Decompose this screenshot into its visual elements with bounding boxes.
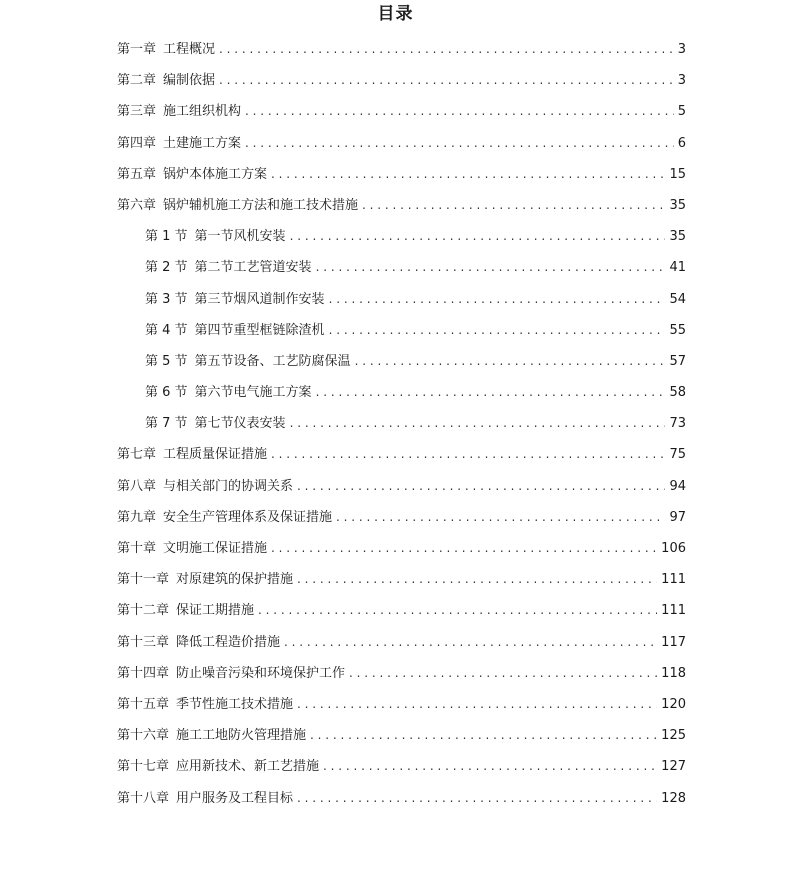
toc-section-entry[interactable] [117,408,686,439]
toc-entry-text: 与相关部门的协调关系 [163,478,294,494]
toc-chapter-entry[interactable] [117,658,686,689]
toc-entry-label [117,595,254,626]
toc-entry-number: 第十三章 [117,634,170,650]
toc-dot-leader [362,190,665,221]
toc-chapter-entry[interactable] [117,439,686,470]
toc-entry-text: 第七节仪表安装 [194,416,286,432]
toc-entry-label [117,564,293,595]
toc-entry-text: 编制依据 [163,73,216,89]
toc-entry-label [117,96,241,127]
toc-dot-leader [297,564,657,595]
toc-dot-leader [271,533,657,564]
toc-entry-page-number: 73 [669,416,686,432]
toc-entry-text: 第六节电气施工方案 [194,385,312,401]
toc-entry-number: 第 1 节 [145,229,188,245]
toc-entry-page-number: 57 [669,353,686,369]
toc-entry-label [117,689,293,720]
toc-entry-label [145,252,312,283]
toc-dot-leader [290,221,666,252]
toc-entry-label [117,439,267,470]
toc-entry-number: 第十七章 [117,759,170,775]
toc-dot-leader [245,96,674,127]
toc-chapter-entry[interactable] [117,720,686,751]
toc-section-entry[interactable] [117,284,686,315]
toc-entry-number: 第十章 [117,541,157,556]
toc-entry-page-number: 54 [669,291,686,307]
toc-dot-leader [349,658,657,689]
toc-entry-page-number: 41 [669,260,686,276]
toc-entry-text: 第二节工艺管道安装 [194,260,312,276]
toc-entry-label [145,221,286,252]
toc-dot-leader [336,502,665,533]
toc-chapter-entry[interactable] [117,190,686,221]
toc-section-entry[interactable] [117,346,686,377]
toc-entry-number: 第七章 [117,447,157,463]
toc-entry-number: 第 5 节 [145,353,188,369]
toc-entry-label [117,128,241,159]
toc-entry-text: 土建施工方案 [163,135,242,151]
toc-entry-text: 锅炉本体施工方案 [163,166,268,182]
toc-entry-page-number: 94 [669,478,686,494]
toc-entry-number: 第 7 节 [145,416,188,432]
toc-section-entry[interactable] [117,315,686,346]
toc-entry-page-number: 111 [661,603,686,619]
toc-dot-leader [245,128,674,159]
toc-entry-label [145,284,325,315]
toc-entry-number: 第九章 [117,509,157,525]
toc-entry-text: 施工工地防火管理措施 [176,728,307,744]
toc-chapter-entry[interactable] [117,34,686,65]
toc-list [117,34,686,814]
toc-entry-page-number: 97 [669,509,686,525]
toc-entry-page-number: 125 [661,728,686,744]
toc-entry-number: 第十四章 [117,665,170,681]
toc-section-entry[interactable] [117,377,686,408]
toc-entry-page-number: 3 [677,42,686,57]
toc-dot-leader [310,720,657,751]
toc-entry-label [117,658,345,689]
toc-entry-text: 季节性施工技术措施 [176,696,294,712]
toc-entry-number: 第 4 节 [145,322,188,338]
toc-entry-label [117,533,267,564]
toc-dot-leader [219,34,674,65]
toc-dot-leader [329,284,666,315]
toc-dot-leader [258,595,657,626]
toc-entry-page-number: 55 [669,322,686,338]
toc-entry-text: 防止噪音污染和环境保护工作 [176,665,346,681]
toc-entry-text: 锅炉辅机施工方法和施工技术措施 [163,197,359,213]
toc-dot-leader [271,439,665,470]
toc-entry-number: 第 6 节 [145,385,188,401]
toc-entry-text: 安全生产管理体系及保证措施 [163,509,333,525]
toc-dot-leader [316,377,666,408]
toc-chapter-entry[interactable] [117,159,686,190]
toc-chapter-entry[interactable] [117,96,686,127]
toc-entry-label [117,720,306,751]
toc-chapter-entry[interactable] [117,564,686,595]
toc-chapter-entry[interactable] [117,595,686,626]
toc-entry-page-number: 127 [661,759,686,775]
toc-entry-text: 应用新技术、新工艺措施 [176,759,320,775]
toc-section-entry[interactable] [117,221,686,252]
toc-entry-text: 保证工期措施 [176,603,255,619]
toc-entry-page-number: 128 [661,790,686,806]
toc-dot-leader [297,783,657,814]
toc-entry-number: 第十二章 [117,603,170,619]
toc-entry-number: 第二章 [117,73,157,89]
toc-entry-number: 第八章 [117,478,157,494]
toc-dot-leader [355,346,666,377]
toc-entry-page-number: 117 [661,634,686,650]
toc-entry-label [117,159,267,190]
toc-title: 目录 [377,4,414,24]
toc-entry-text: 第一节风机安装 [194,229,286,245]
toc-entry-label [117,190,358,221]
toc-entry-text: 用户服务及工程目标 [176,790,294,806]
toc-chapter-entry[interactable] [117,471,686,502]
toc-entry-text: 第五节设备、工艺防腐保温 [194,353,351,369]
toc-entry-text: 对原建筑的保护措施 [176,572,294,588]
toc-entry-page-number: 106 [661,541,686,556]
toc-entry-page-number: 35 [669,229,686,245]
toc-entry-label [117,627,280,658]
toc-dot-leader [297,471,665,502]
toc-entry-page-number: 35 [669,197,686,213]
toc-entry-page-number: 75 [669,447,686,463]
toc-dot-leader [329,315,666,346]
toc-chapter-entry[interactable] [117,783,686,814]
toc-entry-text: 第三节烟风道制作安装 [194,291,325,307]
toc-entry-number: 第十八章 [117,790,170,806]
toc-entry-page-number: 58 [669,385,686,401]
toc-entry-label [117,502,332,533]
toc-dot-leader [297,689,657,720]
toc-dot-leader [323,751,657,782]
toc-entry-text: 降低工程造价措施 [176,634,281,650]
toc-dot-leader [219,65,674,96]
toc-chapter-entry[interactable] [117,751,686,782]
toc-entry-page-number: 118 [661,665,686,681]
toc-entry-label [117,751,319,782]
toc-entry-text: 文明施工保证措施 [163,541,268,556]
toc-dot-leader [290,408,666,439]
toc-entry-label [145,377,312,408]
toc-entry-page-number: 6 [677,135,686,151]
toc-entry-text: 工程概况 [163,42,216,57]
toc-chapter-entry[interactable] [117,627,686,658]
toc-entry-label [145,346,351,377]
toc-dot-leader [316,252,666,283]
toc-entry-number: 第一章 [117,42,157,57]
toc-entry-page-number: 5 [677,104,686,120]
toc-entry-label [117,65,215,96]
toc-entry-label [145,315,325,346]
toc-entry-label [117,471,293,502]
toc-entry-page-number: 3 [677,73,686,89]
toc-entry-number: 第六章 [117,197,157,213]
toc-entry-number: 第四章 [117,135,157,151]
toc-chapter-entry[interactable] [117,65,686,96]
toc-entry-number: 第十五章 [117,696,170,712]
toc-entry-label [145,408,286,439]
toc-entry-number: 第十六章 [117,728,170,744]
toc-section-entry[interactable] [117,252,686,283]
toc-chapter-entry[interactable] [117,502,686,533]
toc-entry-text: 第四节重型框链除渣机 [194,322,325,338]
toc-entry-label [117,783,293,814]
toc-entry-number: 第 2 节 [145,260,188,276]
toc-dot-leader [284,627,657,658]
toc-entry-page-number: 15 [669,166,686,182]
toc-entry-number: 第十一章 [117,572,170,588]
toc-entry-number: 第三章 [117,104,157,120]
toc-dot-leader [271,159,665,190]
toc-entry-text: 工程质量保证措施 [163,447,268,463]
toc-entry-page-number: 111 [661,572,686,588]
toc-chapter-entry[interactable] [117,533,686,564]
toc-chapter-entry[interactable] [117,689,686,720]
toc-entry-page-number: 120 [661,696,686,712]
toc-entry-label [117,34,215,65]
toc-chapter-entry[interactable] [117,128,686,159]
toc-entry-text: 施工组织机构 [163,104,242,120]
toc-entry-number: 第 3 节 [145,291,188,307]
toc-entry-number: 第五章 [117,166,157,182]
